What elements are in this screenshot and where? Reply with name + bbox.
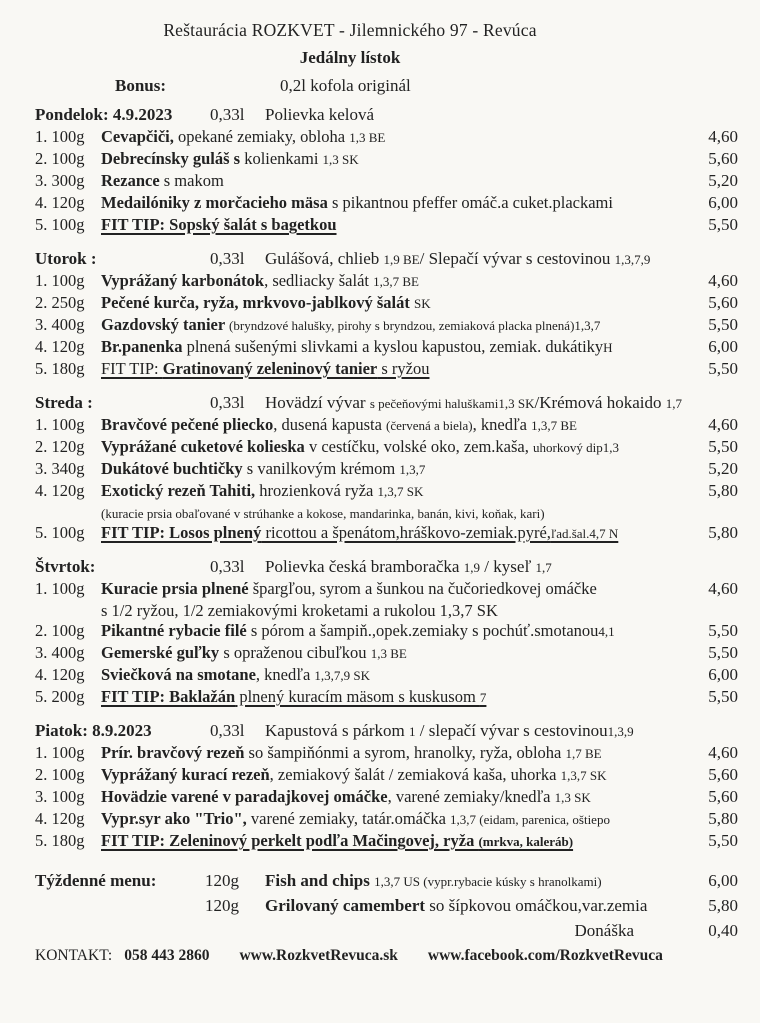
day-header-row (35, 557, 738, 579)
soup-volume: 0,33l (210, 105, 245, 124)
contact-phone: 058 443 2860 (124, 947, 210, 964)
day-header-row (35, 249, 738, 271)
text-segment: 1,7 (665, 396, 682, 411)
item-number-weight: 4. 120g (35, 337, 85, 356)
day-block (35, 557, 738, 709)
text-segment: 1,3 SK (322, 152, 359, 167)
item-description (101, 149, 692, 169)
text-segment: plnený kuracím mäsom s kuskusom (235, 687, 480, 706)
item-description (101, 621, 692, 641)
day-name: Piatok: 8.9.2023 (35, 721, 152, 740)
item-description (101, 579, 692, 599)
text-segment: 1,3,7 BE (373, 274, 419, 289)
item-number-weight: 1. 100g (35, 127, 85, 146)
menu-item-row (35, 481, 738, 503)
item-price: 5,20 (708, 171, 738, 190)
text-segment: Medailóniky z morčacieho mäsa (101, 193, 328, 212)
item-price: 5,80 (708, 809, 738, 828)
item-description (101, 831, 692, 851)
day-name: Streda : (35, 393, 93, 412)
delivery-price: 0,40 (708, 921, 738, 940)
text-segment: Pečené kurča, ryža, mrkvovo-jablkový šalát (101, 293, 414, 312)
menu-item-row (35, 293, 738, 315)
text-segment: Polievka kelová (265, 105, 375, 124)
menu-item-row (35, 621, 738, 643)
day-header-row (35, 721, 738, 743)
item-number-weight: 5. 180g (35, 831, 85, 850)
item-description (101, 193, 692, 213)
menu-item-row (35, 337, 738, 359)
text-segment: so šampiňónmi a syrom, hranolky, ryža, obloha (244, 743, 566, 762)
text-segment: SK (414, 296, 431, 311)
item-description (101, 743, 692, 763)
text-segment: 1,3,7 SK (560, 768, 607, 783)
item-price: 6,00 (708, 665, 738, 684)
soup-description (265, 249, 738, 269)
text-segment: Gazdovský tanier (101, 315, 230, 334)
text-segment: opekané zemiaky, obloha (173, 127, 350, 146)
text-segment: 1,3 BE (349, 130, 386, 145)
item-description (101, 215, 692, 235)
menu-item-row (35, 523, 738, 545)
item-subline-text (101, 503, 738, 523)
day-block (35, 393, 738, 545)
text-segment: Gemerské guľky (101, 643, 220, 662)
item-description (101, 687, 692, 707)
contact-facebook: www.facebook.com/RozkvetRevuca (427, 947, 663, 964)
text-segment: 1,3,7 SK (377, 484, 424, 499)
item-number-weight: 2. 100g (35, 149, 85, 168)
item-description (101, 437, 692, 457)
item-price: 5,50 (708, 621, 738, 640)
soup-volume: 0,33l (210, 249, 245, 268)
contact-row (35, 947, 738, 965)
item-number-weight: 3. 340g (35, 459, 85, 478)
text-segment: Kuracie prsia plnené (101, 579, 249, 598)
item-price: 4,60 (708, 579, 738, 598)
menu-item-row (35, 665, 738, 687)
weekly-item-weight: 120g (205, 896, 239, 915)
item-description (101, 127, 692, 147)
text-segment: plnená sušenými slivkami a kyslou kapustou, zemiak. dukátiky (182, 337, 604, 356)
weekly-item-price: 5,80 (708, 896, 738, 915)
item-price: 5,50 (708, 687, 738, 706)
text-segment: FIT TIP: Zeleninový perkelt podľa Mačingovej, ryža (101, 831, 479, 850)
weekly-menu-label: Týždenné menu: (35, 871, 157, 890)
text-segment: s pikantnou pfeffer omáč.a cuket.plackami (327, 193, 613, 212)
menu-subtitle: Jedálny lístok (299, 48, 401, 67)
item-description (101, 481, 692, 501)
soup-volume: 0,33l (210, 393, 245, 412)
menu-item-row (35, 579, 738, 601)
text-segment: Dukátové buchtičky (101, 459, 243, 478)
text-segment: Debrecínsky guláš s (101, 149, 241, 168)
contact-website: www.RozkvetRevuca.sk (239, 947, 398, 964)
item-description (101, 787, 692, 807)
text-segment: so šípkovou omáčkou,var.zemia (425, 896, 648, 915)
text-segment: / kyseľ (479, 557, 536, 576)
text-segment: 1 (409, 724, 416, 739)
item-number-weight: 4. 120g (35, 665, 85, 684)
text-segment: 1,3 BE (370, 646, 407, 661)
bonus-value: 0,2l kofola originál (280, 76, 411, 95)
item-price: 4,60 (708, 271, 738, 290)
soup-volume: 0,33l (210, 721, 245, 740)
day-name: Štvrtok: (35, 557, 96, 576)
text-segment: Hovädzí vývar (265, 393, 370, 412)
restaurant-title: Reštaurácia ROZKVET - Jilemnického 97 - Revúca (163, 20, 537, 40)
item-number-weight: 2. 100g (35, 765, 85, 784)
item-number-weight: 4. 120g (35, 481, 85, 500)
item-description (101, 665, 692, 685)
menu-item-row (35, 271, 738, 293)
day-header-row (35, 105, 738, 127)
menu-item-row (35, 787, 738, 809)
text-segment: špargľou, syrom a šunkou na čučoriedkovej omáčke (248, 579, 597, 598)
item-number-weight: 2. 250g (35, 293, 85, 312)
text-segment: 1,3,7,9 SK (314, 668, 371, 683)
text-segment: ľad.šal.4,7 N (550, 526, 619, 541)
text-segment: /Krémová hokaido (534, 393, 666, 412)
item-price: 5,50 (708, 315, 738, 334)
item-price: 5,50 (708, 643, 738, 662)
item-description (101, 315, 692, 335)
text-segment: FIT TIP: (101, 359, 163, 378)
item-subline-row (35, 503, 738, 523)
item-description (101, 415, 692, 435)
delivery-row (35, 921, 738, 946)
day-name: Pondelok: 4.9.2023 (35, 105, 173, 124)
item-price: 5,50 (708, 437, 738, 456)
text-segment: FIT TIP: Baklažán (101, 687, 236, 706)
weekly-item-price: 6,00 (708, 871, 738, 890)
item-number-weight: 1. 100g (35, 415, 85, 434)
menu-item-row (35, 765, 738, 787)
text-segment: (kuracie prsia obaľované v strúhanke a kokose, mandarinka, banán, kivi, koňak, kari) (101, 506, 545, 521)
menu-item-row (35, 215, 738, 237)
text-segment: Fish and chips (265, 871, 375, 890)
item-number-weight: 2. 120g (35, 437, 85, 456)
item-number-weight: 3. 400g (35, 315, 85, 334)
item-price: 5,80 (708, 481, 738, 500)
menu-item-row (35, 643, 738, 665)
bonus-row (35, 76, 738, 98)
text-segment: Exotický rezeň Tahiti, (101, 481, 256, 500)
text-segment: 1,7 BE (565, 746, 602, 761)
text-segment: Polievka česká bramboračka (265, 557, 464, 576)
item-price: 5,50 (708, 215, 738, 234)
text-segment: / slepačí vývar s cestovinou (415, 721, 608, 740)
text-segment: Vyprážané cuketové kolieska (101, 437, 305, 456)
day-block (35, 721, 738, 853)
soup-description (265, 721, 738, 741)
text-segment: 1,3,7,9 (614, 252, 651, 267)
item-number-weight: 3. 100g (35, 787, 85, 806)
menu-item-row (35, 193, 738, 215)
item-number-weight: 3. 300g (35, 171, 85, 190)
text-segment: s pórom a šampiň.,opek.zemiaky s pochúť.smotanou (246, 621, 599, 640)
text-segment: Vypr.syr ako "Trio", (101, 809, 247, 828)
item-number-weight: 2. 100g (35, 621, 85, 640)
item-subline-text (101, 601, 738, 621)
text-segment: Gratinovaný zeleninový tanier (162, 359, 378, 378)
item-number-weight: 5. 100g (35, 215, 85, 234)
text-segment: Vyprážaný karbonátok (101, 271, 265, 290)
menu-item-row (35, 437, 738, 459)
weekly-menu-block (35, 871, 738, 946)
day-block (35, 105, 738, 237)
text-segment: Sviečková na smotane (101, 665, 256, 684)
weekly-menu-row (35, 896, 738, 921)
item-price: 4,60 (708, 743, 738, 762)
weekly-item-weight: 120g (205, 871, 239, 890)
item-number-weight: 3. 400g (35, 643, 85, 662)
menu-item-row (35, 315, 738, 337)
text-segment: 1,3,9 (607, 724, 634, 739)
item-price: 5,20 (708, 459, 738, 478)
weekly-item-description (265, 896, 692, 916)
item-description (101, 459, 692, 479)
menu-item-row (35, 831, 738, 853)
weekly-menu-rows (35, 871, 738, 921)
item-number-weight: 5. 180g (35, 359, 85, 378)
soup-description (265, 393, 738, 413)
text-segment: 1,9 BE (383, 252, 420, 267)
text-segment: Cevapčiči, (101, 127, 174, 146)
soup-description (265, 557, 738, 577)
item-price: 5,60 (708, 787, 738, 806)
text-segment: , knedľa (472, 415, 532, 434)
text-segment: s ryžou (377, 359, 430, 378)
item-description (101, 809, 692, 829)
text-segment: , dusená kapusta (273, 415, 387, 434)
menu-item-row (35, 809, 738, 831)
text-segment: Gulášová, chlieb (265, 249, 384, 268)
text-segment: , zemiakový šalát / zemiaková kaša, uhorka (269, 765, 561, 784)
text-segment: s vanilkovým krémom (242, 459, 400, 478)
day-block (35, 249, 738, 381)
text-segment: 1,7 (535, 560, 552, 575)
text-segment: Kapustová s párkom (265, 721, 410, 740)
text-segment: H (603, 340, 613, 355)
text-segment: Pikantné rybacie filé (101, 621, 247, 640)
text-segment: 1,9 (463, 560, 480, 575)
text-segment: (červená a biela) (386, 418, 473, 433)
item-description (101, 171, 692, 191)
menu-header (35, 20, 665, 68)
bonus-label: Bonus: (115, 76, 167, 95)
text-segment: s makom (159, 171, 224, 190)
day-header-row (35, 393, 738, 415)
soup-volume: 0,33l (210, 557, 245, 576)
text-segment: 1,3,7 (399, 462, 426, 477)
text-segment: (bryndzové halušky, pirohy s bryndzou, zemiaková placka plnená) (229, 318, 575, 333)
item-number-weight: 5. 100g (35, 523, 85, 542)
item-number-weight: 4. 120g (35, 809, 85, 828)
text-segment: 1,3 SK (554, 790, 591, 805)
text-segment: Vyprážaný kurací rezeň (101, 765, 270, 784)
menu-item-row (35, 149, 738, 171)
text-segment: s 1/2 ryžou, 1/2 zemiakovými kroketami a rukolou 1,3,7 SK (101, 601, 498, 620)
text-segment: ricottou a špenátom,hráškovo-zemiak.pyré, (261, 523, 551, 542)
item-description (101, 293, 692, 313)
menu-item-row (35, 127, 738, 149)
contact-label: KONTAKT: (35, 947, 113, 964)
menu-item-row (35, 415, 738, 437)
item-number-weight: 4. 120g (35, 193, 85, 212)
text-segment: kolienkami (240, 149, 323, 168)
item-price: 5,80 (708, 523, 738, 542)
weekly-item-description (265, 871, 692, 891)
item-price: 5,50 (708, 359, 738, 378)
item-price: 5,50 (708, 831, 738, 850)
weekly-menu-row (35, 871, 738, 896)
item-number-weight: 1. 100g (35, 579, 85, 598)
text-segment: Br.panenka (101, 337, 183, 356)
item-price: 5,60 (708, 293, 738, 312)
text-segment: 1,3,7 (574, 318, 601, 333)
menu-item-row (35, 743, 738, 765)
text-segment: Grilovaný camembert (265, 896, 426, 915)
text-segment: 4,1 (598, 624, 615, 639)
item-description (101, 337, 692, 357)
text-segment: v cestíčku, volské oko, zem.kaša, (304, 437, 534, 456)
text-segment: hrozienková ryža (255, 481, 378, 500)
item-price: 5,60 (708, 765, 738, 784)
day-name: Utorok : (35, 249, 97, 268)
text-segment: , varené zemiaky/knedľa (387, 787, 555, 806)
text-segment: varené zemiaky, tatár.omáčka (246, 809, 451, 828)
menu-item-row (35, 171, 738, 193)
item-number-weight: 5. 200g (35, 687, 85, 706)
item-number-weight: 1. 100g (35, 271, 85, 290)
text-segment: (mrkva, kaleráb) (478, 834, 574, 849)
item-description (101, 271, 692, 291)
text-segment: s opraženou cibuľkou (219, 643, 371, 662)
item-price: 4,60 (708, 127, 738, 146)
text-segment: FIT TIP: Sopský šalát s bagetkou (101, 215, 337, 234)
text-segment: 1,3,7 BE (531, 418, 577, 433)
text-segment: s pečeňovými haluškami1,3 SK (369, 396, 535, 411)
item-price: 6,00 (708, 337, 738, 356)
item-description (101, 765, 692, 785)
text-segment: Rezance (101, 171, 160, 190)
menu-days (35, 105, 738, 853)
text-segment: 7 (479, 690, 487, 705)
item-subline-row (35, 601, 738, 621)
menu-item-row (35, 359, 738, 381)
item-price: 6,00 (708, 193, 738, 212)
item-price: 4,60 (708, 415, 738, 434)
menu-item-row (35, 687, 738, 709)
text-segment: FIT TIP: Losos plnený (101, 523, 262, 542)
text-segment: Hovädzie varené v paradajkovej omáčke (101, 787, 388, 806)
text-segment: , knedľa (255, 665, 315, 684)
text-segment: Prír. bravčový rezeň (101, 743, 245, 762)
delivery-label: Donáška (574, 921, 634, 940)
text-segment: Bravčové pečené pliecko (101, 415, 274, 434)
text-segment: uhorkový dip1,3 (533, 440, 619, 455)
text-segment: , sedliacky šalát (264, 271, 374, 290)
menu-item-row (35, 459, 738, 481)
text-segment: 1,3,7 US (vypr.rybacie kúsky s hranolkami) (374, 874, 602, 889)
soup-description (265, 105, 738, 125)
item-description (101, 359, 692, 379)
text-segment: 1,3,7 (eidam, parenica, oštiepo (450, 812, 610, 827)
item-description (101, 523, 692, 543)
item-number-weight: 1. 100g (35, 743, 85, 762)
item-price: 5,60 (708, 149, 738, 168)
text-segment: / Slepačí vývar s cestovinou (419, 249, 615, 268)
item-description (101, 643, 692, 663)
